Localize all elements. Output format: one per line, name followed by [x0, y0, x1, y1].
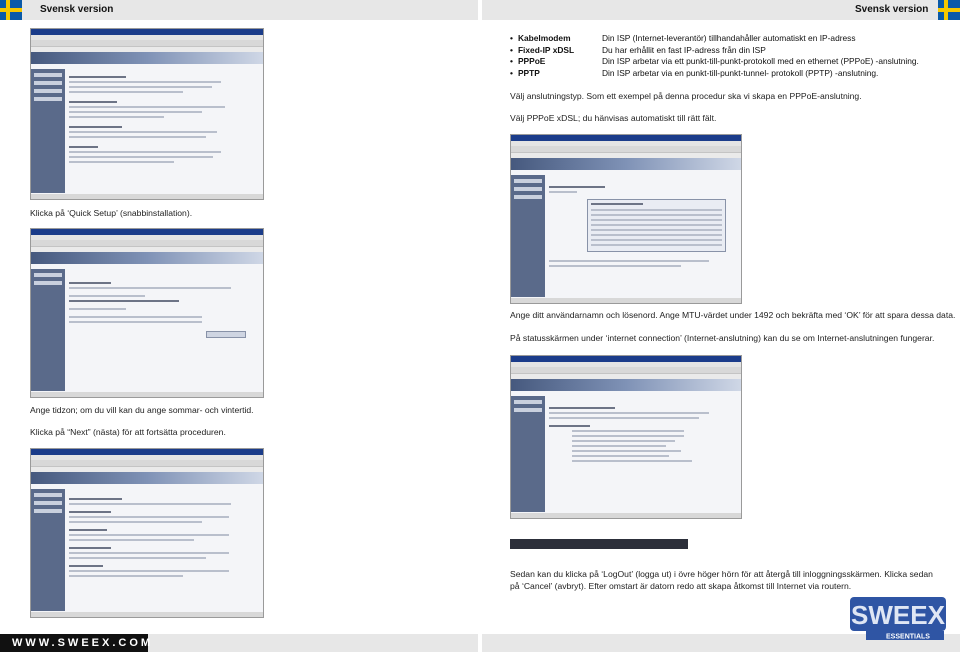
logo-sub: ESSENTIALS	[886, 633, 930, 641]
instruction-next: Klicka på “Next” (nästa) för att fortsätta proceduren.	[30, 427, 226, 437]
swedish-flag-icon	[938, 0, 960, 20]
logo-word: SWEEX	[851, 600, 945, 630]
screenshot-status	[510, 355, 742, 519]
instruction-status-screen: På statusskärmen under ‘internet connection’ (Internet-anslutning) kan du se om Internet-anslutningen fungerar.	[510, 333, 935, 343]
swedish-flag-icon	[0, 0, 22, 20]
screenshot-pppoe-form	[510, 134, 742, 304]
footer-site: WWW.SWEEX.COM	[12, 637, 154, 649]
footer-left-bar	[148, 634, 478, 652]
list-item: • PPTP Din ISP arbetar via en punkt-till-punkt-tunnel- protokoll (PPTP) -anslutning.	[510, 68, 919, 80]
instruction-quick-setup: Klicka på ‘Quick Setup’ (snabbinstallation).	[30, 208, 193, 218]
list-item: • Kabelmodem Din ISP (Internet-leverantör) tillhandahåller automatiskt en IP-adress	[510, 33, 919, 45]
instruction-logout: Sedan kan du klicka på ‘LogOut’ (logga ut) i övre höger hörn för att återgå till inloggningsskärmen. Klicka sedan på ‘Cancel’ (avbryt). Efter omstart är datorn redo att skapa åtkomst till Internet via routern.	[510, 569, 933, 591]
screenshot-quick-setup	[30, 28, 264, 200]
sweex-logo	[848, 593, 948, 643]
header-title-right: Svensk version	[855, 4, 929, 15]
list-item: • PPPoE Din ISP arbetar via ett punkt-till-punkt-protokoll med en ethernet (PPPoE) -anslutning.	[510, 56, 919, 68]
instruction-enter-user: Ange ditt användarnamn och lösenord. Ange MTU-värdet under 1492 och bekräfta med ‘OK’ för att spara dessa data.	[510, 310, 956, 320]
instruction-choose-pppoe: Välj PPPoE xDSL; du hänvisas automatiskt till rätt fält.	[510, 113, 717, 123]
instruction-choose-type: Välj anslutningstyp. Som ett exempel på denna procedur ska vi skapa en PPPoE-anslutning.	[510, 91, 862, 101]
screenshot-time-zone	[30, 228, 264, 398]
router-menu-bar	[510, 539, 688, 549]
connection-type-list	[510, 33, 919, 79]
screenshot-broadband-type	[30, 448, 264, 618]
instruction-timezone: Ange tidzon; om du vill kan du ange sommar- och vintertid.	[30, 405, 254, 415]
list-item: • Fixed-IP xDSL Du har erhållit en fast IP-adress från din ISP	[510, 45, 919, 57]
header-title-left: Svensk version	[40, 4, 114, 15]
